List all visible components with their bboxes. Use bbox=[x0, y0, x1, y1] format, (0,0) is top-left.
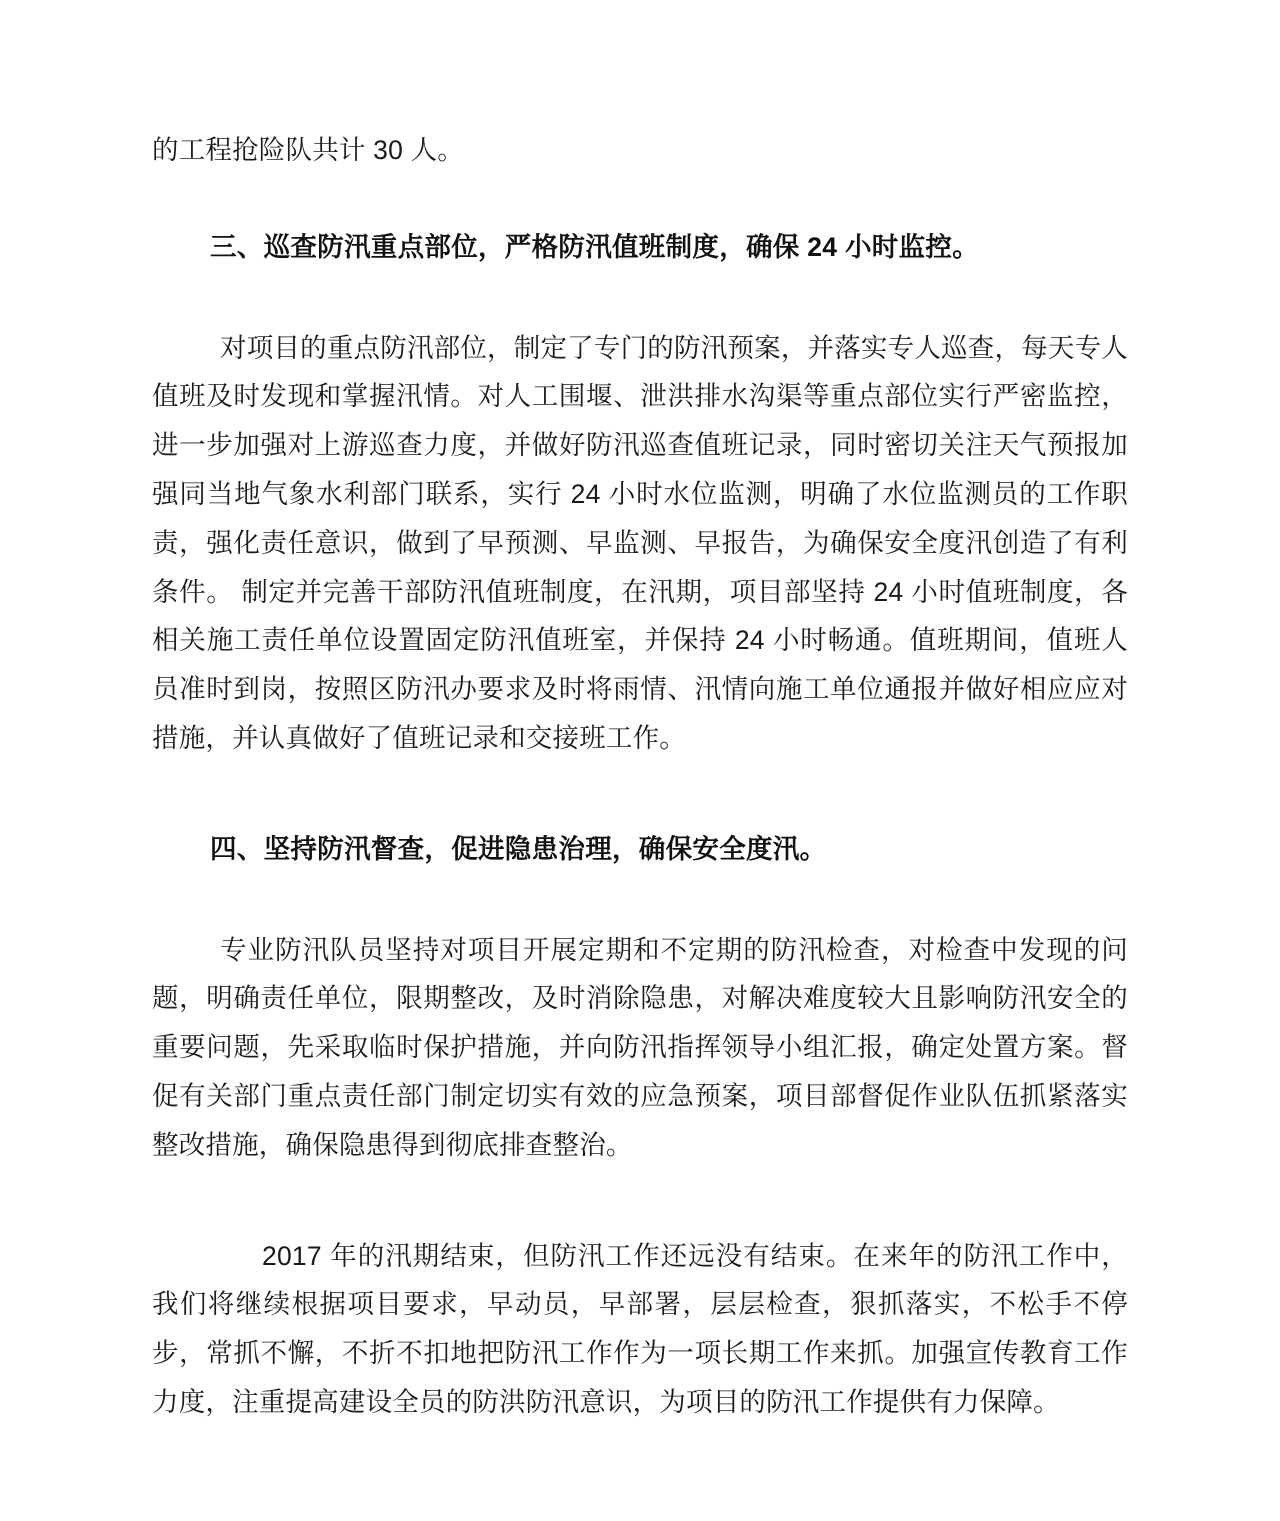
section-heading-three: 三、巡查防汛重点部位，严格防汛值班制度，确保 24 小时监控。 bbox=[210, 231, 980, 262]
section-paragraph-three: 对项目的重点防汛部位，制定了专门的防汛预案，并落实专人巡查，每天专人值班及时发现和掌握汛情。对人工围堰、泄洪排水沟渠等重点部位实行严密监控，进一步加强对上游巡查力度，并做好防汛巡查值班记录，同时密切关注天气预报加强同当地气象水利部门联系，实行 24 小时水位监测，明确了水位监测员的工作职责，强化责任意识，做到了早预测、早监测、早报告，为确保安全度汛创造了有利条件。 制定并完善干部防汛值班制度，在汛期，项目部坚持 24 小时值班制度，各相关施工责任单位设置固定防汛值班室，并保持 24 小时畅通。值班期间，值班人员准时到岗，按照区防汛办要求及时将雨情、汛情向施工单位通报并做好相应应对措施，并认真做好了值班记录和交接班工作。 bbox=[152, 332, 1128, 753]
lead-paragraph: 的工程抢险队共计 30 人。 bbox=[152, 135, 465, 165]
section-paragraph-four: 专业防汛队员坚持对项目开展定期和不定期的防汛检查，对检查中发现的问题，明确责任单位，限期整改，及时消除隐患，对解决难度较大且影响防汛安全的重要问题，先采取临时保护措施，并向防汛指挥领导小组汇报，确定处置方案。督促有关部门重点责任部门制定切实有效的应急预案，项目部督促作业队伍抓紧落实整改措施，确保隐患得到彻底排查整治。 bbox=[152, 934, 1128, 1160]
section-heading-four: 四、坚持防汛督查，促进隐患治理，确保安全度汛。 bbox=[210, 833, 827, 864]
document-body bbox=[152, 0, 1128, 1427]
closing-paragraph: 2017 年的汛期结束，但防汛工作还远没有结束。在来年的防汛工作中，我们将继续根据项目要求，早动员，早部署，层层检查，狠抓落实，不松手不停步，常抓不懈，不折不扣地把防汛工作作为一项长期工作来抓。加强宣传教育工作力度，注重提高建设全员的防洪防汛意识，为项目的防汛工作提供有力保障。 bbox=[152, 1240, 1128, 1417]
